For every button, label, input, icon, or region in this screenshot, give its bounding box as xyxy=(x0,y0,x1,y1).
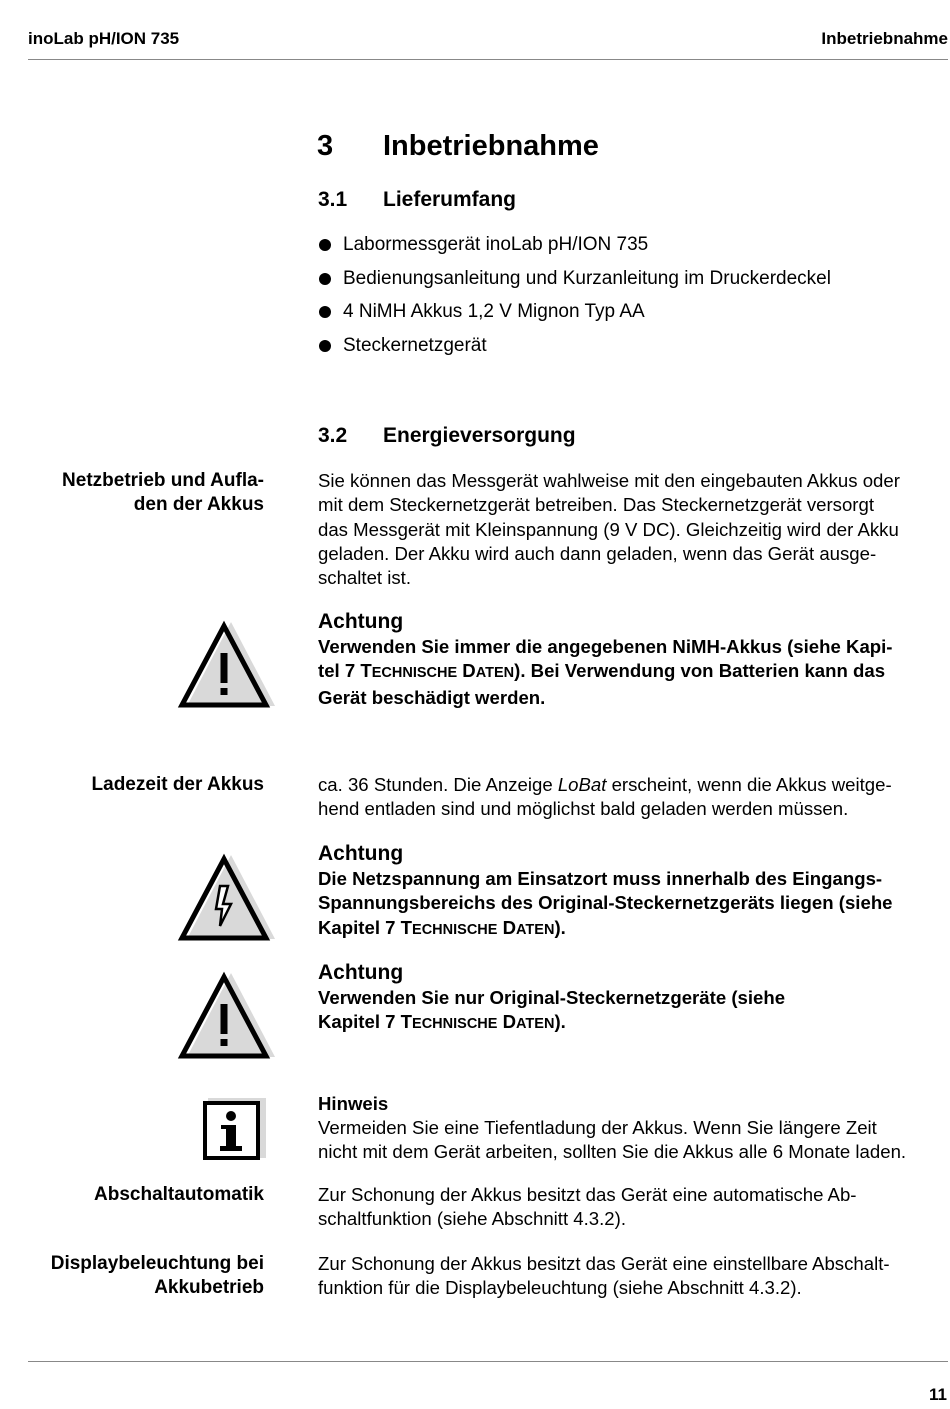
bullet-icon xyxy=(319,340,331,352)
list-item: Bedienungsanleitung und Kurzanleitung im Druckerdeckel xyxy=(318,266,831,300)
margin-heading-backlight: Displaybeleuchtung bei Akkubetrieb xyxy=(50,1253,264,1298)
info-icon xyxy=(202,1096,268,1162)
footer-divider xyxy=(28,1361,948,1362)
note-title: Hinweis xyxy=(318,1093,389,1114)
warning-title: Achtung xyxy=(318,610,404,633)
bullet-icon xyxy=(319,273,331,285)
bullet-icon xyxy=(319,306,331,318)
running-header-right: Inbetriebnahme xyxy=(821,29,948,48)
margin-heading-charging: Ladezeit der Akkus xyxy=(91,774,264,795)
warning-icon xyxy=(176,969,276,1061)
list-item: Steckernetzgerät xyxy=(318,333,831,367)
section-number: 3.2 xyxy=(318,424,348,447)
list-item: Labormessgerät inoLab pH/ION 735 xyxy=(318,232,831,266)
electric-shock-warning-icon xyxy=(176,851,276,943)
margin-heading-auto-off: Abschaltautomatik xyxy=(94,1184,264,1205)
paragraph-backlight: Zur Schonung der Akkus besitzt das Gerät eine einstellbare Abschalt- funktion für die Displaybeleuchtung (siehe Abschnitt 4.3.2). xyxy=(318,1253,890,1299)
paragraph-mains: Sie können das Messgerät wahlweise mit den eingebauten Akkus oder mit dem Steckernetzgerät betreiben. Das Steckernetzgerät versorgt das Messgerät mit Kleinspannung (9 V DC). Gleichzeitig wird der Akku geladen. Der Akku wird auch dann geladen, wenn das Gerät ausge- schaltet ist. xyxy=(318,470,900,589)
warning-title: Achtung xyxy=(318,961,404,984)
page-number: 11 xyxy=(929,1385,947,1404)
list-item: 4 NiMH Akkus 1,2 V Mignon Typ AA xyxy=(318,299,831,333)
header-divider xyxy=(28,59,948,60)
bullet-icon xyxy=(319,239,331,251)
paragraph-charging: ca. 36 Stunden. Die Anzeige LoBat erscheint, wenn die Akkus weitge- hend entladen sind und möglichst bald geladen werden müssen. xyxy=(318,774,892,820)
margin-heading-mains: Netzbetrieb und Aufla- den der Akkus xyxy=(62,470,264,515)
section-title: Lieferumfang xyxy=(383,188,517,211)
running-header-left: inoLab pH/ION 735 xyxy=(28,29,180,48)
chapter-title: Inbetriebnahme xyxy=(383,130,599,162)
warning-block-voltage: Achtung Die Netzspannung am Einsatzort muss innerhalb des Eingangs- Spannungsbereichs des Original-Steckernetzgeräts liegen (siehe Kapitel 7 TECHNISCHE DATEN). xyxy=(318,841,950,942)
note-block: Hinweis Vermeiden Sie eine Tiefentladung der Akkus. Wenn Sie längere Zeit nicht mit dem Gerät arbeiten, sollten Sie die Akkus alle 6 Monate laden. xyxy=(318,1092,950,1165)
warning-title: Achtung xyxy=(318,842,404,865)
section-title: Energieversorgung xyxy=(383,424,576,447)
paragraph-auto-off: Zur Schonung der Akkus besitzt das Gerät eine automatische Ab- schaltfunktion (siehe Abschnitt 4.3.2). xyxy=(318,1184,857,1230)
delivery-list xyxy=(318,232,831,366)
section-number: 3.1 xyxy=(318,188,348,211)
warning-block-power-supply: Achtung Verwenden Sie nur Original-Steckernetzgeräte (siehe Kapitel 7 TECHNISCHE DATEN). xyxy=(318,960,950,1037)
chapter-number: 3 xyxy=(317,130,334,162)
warning-icon xyxy=(176,618,276,710)
warning-block-batteries: Achtung Verwenden Sie immer die angegebenen NiMH-Akkus (siehe Kapi- tel 7 TECHNISCHE DATEN). Bei Verwendung von Batterien kann das Gerät beschädigt werden. xyxy=(318,609,950,710)
